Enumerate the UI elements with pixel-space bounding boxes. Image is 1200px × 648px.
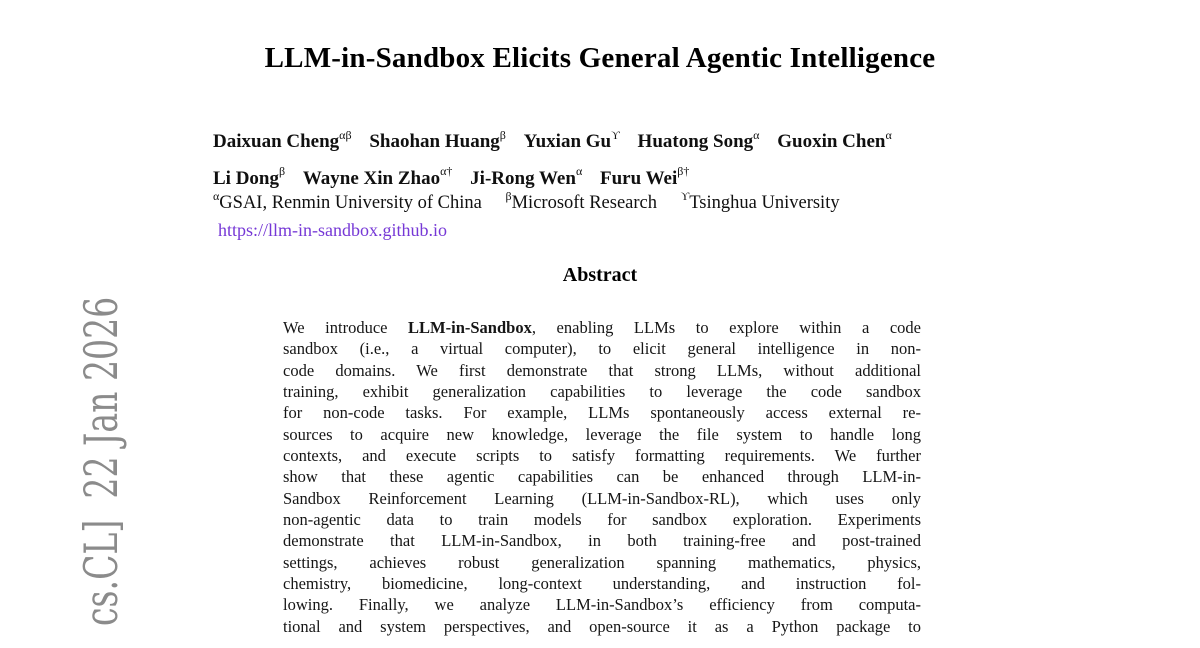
- abstract-line: training, exhibit generalization capabilities to leverage the code sandbox: [283, 382, 921, 402]
- author: [302, 164, 453, 189]
- author: [213, 164, 286, 189]
- abstract-line: [283, 317, 921, 338]
- abstract-line: sources to acquire new knowledge, leverage the file system to handle long: [283, 424, 921, 444]
- affiliation-name: Microsoft Research: [511, 193, 657, 214]
- abstract-line: tional and system perspectives, and open-source it as a Python package to: [283, 616, 921, 636]
- paper-page: [212, 0, 988, 648]
- arxiv-watermark: [26, 168, 126, 648]
- abstract-line: sandbox (i.e., a virtual computer), to elicit general intelligence in non-: [283, 339, 921, 359]
- author-name: Shaohan Huang: [369, 131, 500, 153]
- abstract-line: contexts, and execute scripts to satisfy formatting requirements. We further: [283, 446, 921, 466]
- project-url-link[interactable]: https://llm-in-sandbox.github.io: [218, 220, 447, 240]
- affiliation-mark: β: [505, 189, 512, 203]
- authors-line-1: [213, 121, 989, 157]
- affiliation: [213, 189, 482, 214]
- abstract-line: for non-code tasks. For example, LLMs spontaneously access external re-: [283, 403, 921, 423]
- author-name: Yuxian Gu: [523, 131, 612, 153]
- abstract-line: lowing. Finally, we analyze LLM-in-Sandbox’s efficiency from computa-: [283, 595, 921, 615]
- author: [369, 128, 506, 153]
- paper-title: LLM-in-Sandbox Elicits General Agentic Intelligence: [264, 42, 936, 74]
- author-name: Daixuan Cheng: [213, 131, 340, 153]
- authors-line-2: [213, 157, 989, 193]
- affiliation-mark: α: [213, 189, 220, 203]
- author-affil-mark: β: [499, 128, 506, 142]
- abstract-line: Sandbox Reinforcement Learning (LLM-in-Sandbox-RL), which uses only: [283, 488, 921, 508]
- affiliation-name: Tsinghua University: [689, 193, 840, 214]
- author-affil-mark: α: [885, 128, 892, 142]
- affiliations-line: [213, 190, 989, 214]
- author-affil-mark: αβ: [339, 128, 352, 142]
- author: [777, 128, 892, 153]
- abstract-line: settings, achieves robust generalization spanning mathematics, physics,: [283, 552, 921, 572]
- abstract-line-bold: LLM-in-Sandbox: [408, 318, 532, 337]
- author-affil-mark: β: [279, 164, 286, 179]
- author-name: Wayne Xin Zhao: [302, 167, 441, 189]
- author: [637, 128, 760, 153]
- author-name: Guoxin Chen: [777, 131, 886, 153]
- abstract-line-pre: We introduce: [283, 318, 409, 337]
- affiliation-mark: ϒ: [680, 189, 690, 203]
- abstract-line-post: , enabling LLMs to explore within a code: [531, 318, 922, 337]
- author-name: Huatong Song: [637, 131, 754, 153]
- abstract-heading: Abstract: [562, 264, 638, 286]
- abstract-line: chemistry, biomedicine, long-context understanding, and instruction fol-: [283, 574, 921, 594]
- author: [213, 128, 352, 153]
- author-name: Li Dong: [213, 167, 279, 189]
- author-affil-mark: α: [575, 164, 583, 179]
- author-name: Furu Wei: [599, 167, 678, 189]
- author-affil-mark: α†: [440, 164, 453, 179]
- abstract-line: show that these agentic capabilities can be enhanced through LLM-in-: [283, 467, 921, 487]
- author-affil-mark: α: [753, 128, 760, 142]
- affiliation: [505, 189, 658, 214]
- abstract-line: non-agentic data to train models for sandbox exploration. Experiments: [283, 510, 921, 530]
- abstract-line: demonstrate that LLM-in-Sandbox, in both training-free and post-trained: [283, 531, 921, 551]
- author-affil-mark: β†: [677, 164, 690, 179]
- author: [470, 164, 583, 189]
- arxiv-watermark-text: cs.CL] 22 Jan 2026: [74, 296, 128, 626]
- abstract-line: code domains. We first demonstrate that strong LLMs, without additional: [283, 360, 921, 380]
- author-block: [213, 121, 989, 194]
- affiliation: [680, 189, 840, 214]
- author-affil-mark: ϒ: [611, 128, 620, 142]
- author-name: Ji-Rong Wen: [470, 167, 576, 189]
- affiliation-name: GSAI, Renmin University of China: [219, 193, 482, 214]
- abstract-text: [283, 317, 921, 637]
- author: [523, 128, 620, 153]
- author: [599, 164, 690, 189]
